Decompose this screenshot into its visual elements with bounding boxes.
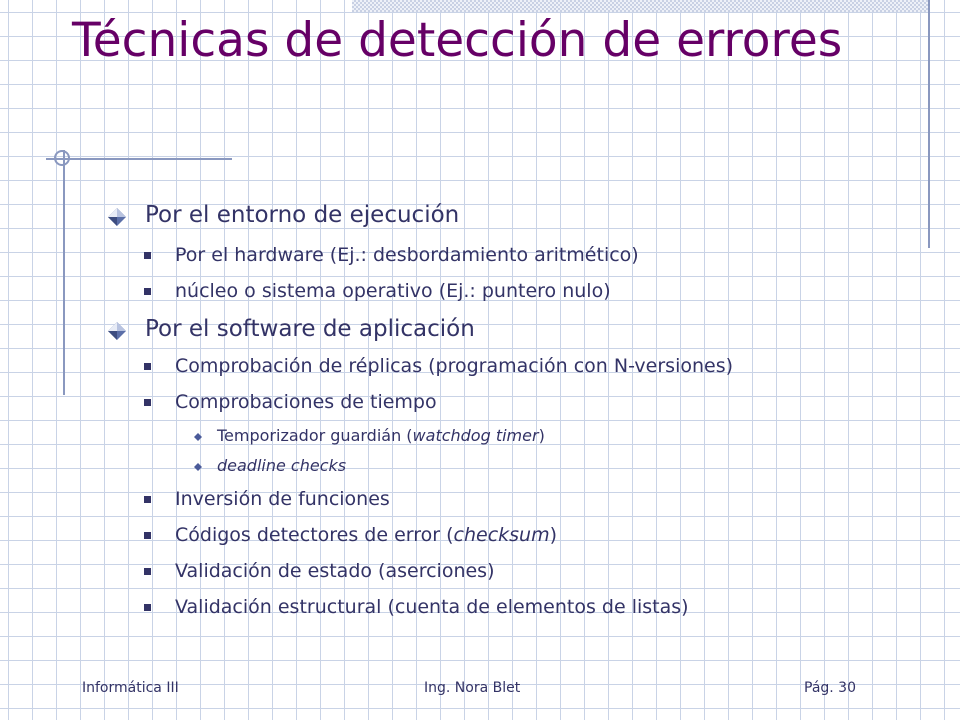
small-diamond-bullet-icon <box>194 463 202 471</box>
diamond-bullet-icon <box>107 207 127 227</box>
bullet-text: Por el hardware (Ej.: desbordamiento aritmético) <box>175 244 639 266</box>
left-decorative-line <box>63 150 65 395</box>
bullet-text: Comprobaciones de tiempo <box>175 391 437 413</box>
small-diamond-bullet-icon <box>194 433 202 441</box>
footer-course: Informática III <box>82 680 179 696</box>
square-bullet-icon <box>144 568 151 575</box>
bullet-text: Códigos detectores de error (checksum) <box>175 524 558 546</box>
footer-page-number: Pág. 30 <box>804 680 856 696</box>
square-bullet-icon <box>144 399 151 406</box>
square-bullet-icon <box>144 532 151 539</box>
square-bullet-icon <box>144 496 151 503</box>
bullet-text: Comprobación de réplicas (programación con N-versiones) <box>175 355 734 377</box>
bullet-text: Validación de estado (aserciones) <box>175 560 495 582</box>
bullet-text: Temporizador guardián (watchdog timer) <box>217 426 545 445</box>
bullet-text: Por el software de aplicación <box>145 316 475 342</box>
bullet-text: deadline checks <box>217 456 347 475</box>
square-bullet-icon <box>144 288 151 295</box>
diamond-bullet-icon <box>107 321 127 341</box>
bullet-text: Validación estructural (cuenta de elementos de listas) <box>175 596 689 618</box>
footer-author: Ing. Nora Blet <box>424 680 521 696</box>
bullet-text: núcleo o sistema operativo (Ej.: puntero nulo) <box>175 280 611 302</box>
title-underline <box>46 158 232 160</box>
bullet-text: Por el entorno de ejecución <box>145 202 460 228</box>
bullet-text: Inversión de funciones <box>175 488 390 510</box>
square-bullet-icon <box>144 604 151 611</box>
right-decorative-line <box>928 0 930 248</box>
slide-title: Técnicas de detección de errores <box>72 13 843 68</box>
square-bullet-icon <box>144 363 151 370</box>
title-circle-ornament <box>54 150 70 166</box>
square-bullet-icon <box>144 252 151 259</box>
